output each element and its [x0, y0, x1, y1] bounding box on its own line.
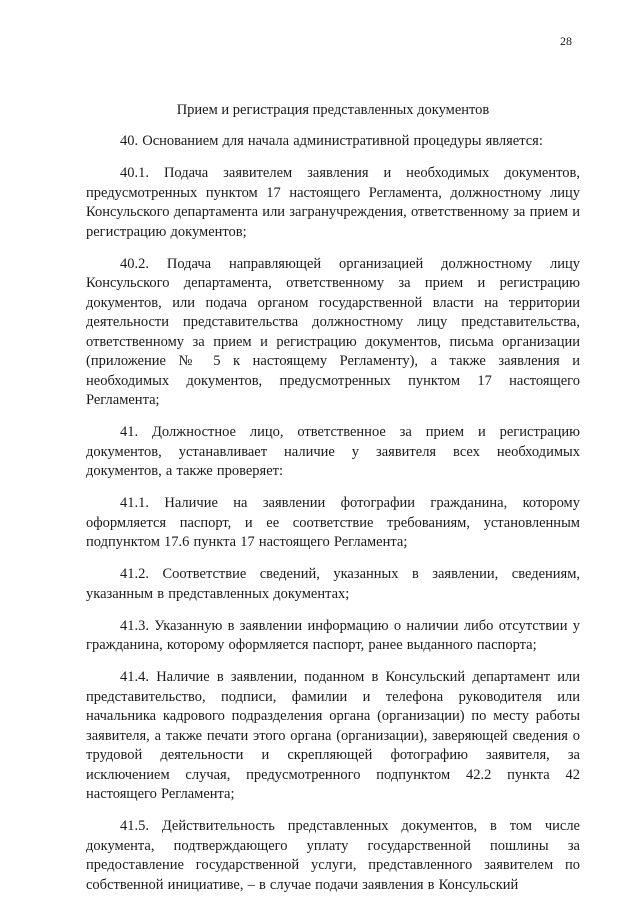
paragraph-40-2: 40.2. Подача направляющей организацией должностному лицу Консульского департамента, ответственному за прием и регистрацию документов, или подача органом государственной власти на территории деятельности представительства должностному лицу представительства, ответственному за прием и регистрацию документов, письма организации (приложение № 5 к настоящему Регламенту), а также заявления и необходимых документов, предусмотренных пунктом 17 настоящего Регламента;: [86, 255, 580, 408]
section-title: Прием и регистрация представленных документов: [176, 102, 490, 118]
paragraph-41-2: 41.2. Соответствие сведений, указанных в заявлении, сведениям, указанным в представленных документах;: [86, 566, 580, 602]
paragraph-41-5: 41.5. Действительность представленных документов, в том числе документа, подтверждающего уплату государственной пошлины за предоставление государственной услуги, представленного заявителем по собственной инициативе, – в случае подачи заявления в Консульский: [86, 818, 580, 893]
paragraph-41: 41. Должностное лицо, ответственное за прием и регистрацию документов, устанавливает наличие у заявителя всех необходимых документов, а также проверяет:: [86, 424, 580, 479]
paragraph-41-1: 41.1. Наличие на заявлении фотографии гражданина, которому оформляется паспорт, и ее соответствие требованиям, установленным подпунктом 17.6 пункта 17 настоящего Регламента;: [86, 495, 580, 550]
paragraph-41-3: 41.3. Указанную в заявлении информацию о наличии либо отсутствии у гражданина, которому оформляется паспорт, ранее выданного паспорта;: [86, 617, 580, 653]
paragraph-41-4: 41.4. Наличие в заявлении, поданном в Консульский департамент или представительство, подписи, фамилии и телефона руководителя или начальника кадрового подразделения органа (организации) по месту работы заявителя, а также печати этого органа (организации), заверяющей сведения о трудовой деятельности и скрепляющей фотографию заявителя, за исключением случая, предусмотренного подпунктом 42.2 пункта 42 настоящего Регламента;: [86, 669, 580, 802]
paragraph-40: 40. Основанием для начала административной процедуры является:: [120, 133, 543, 149]
page-number: 28: [560, 34, 572, 48]
document-body: [86, 100, 580, 908]
paragraph-40-1: 40.1. Подача заявителем заявления и необходимых документов, предусмотренных пунктом 17 настоящего Регламента, должностному лицу Консульского департамента или загранучреждения, ответственному за прием и регистрацию документов;: [86, 165, 580, 240]
